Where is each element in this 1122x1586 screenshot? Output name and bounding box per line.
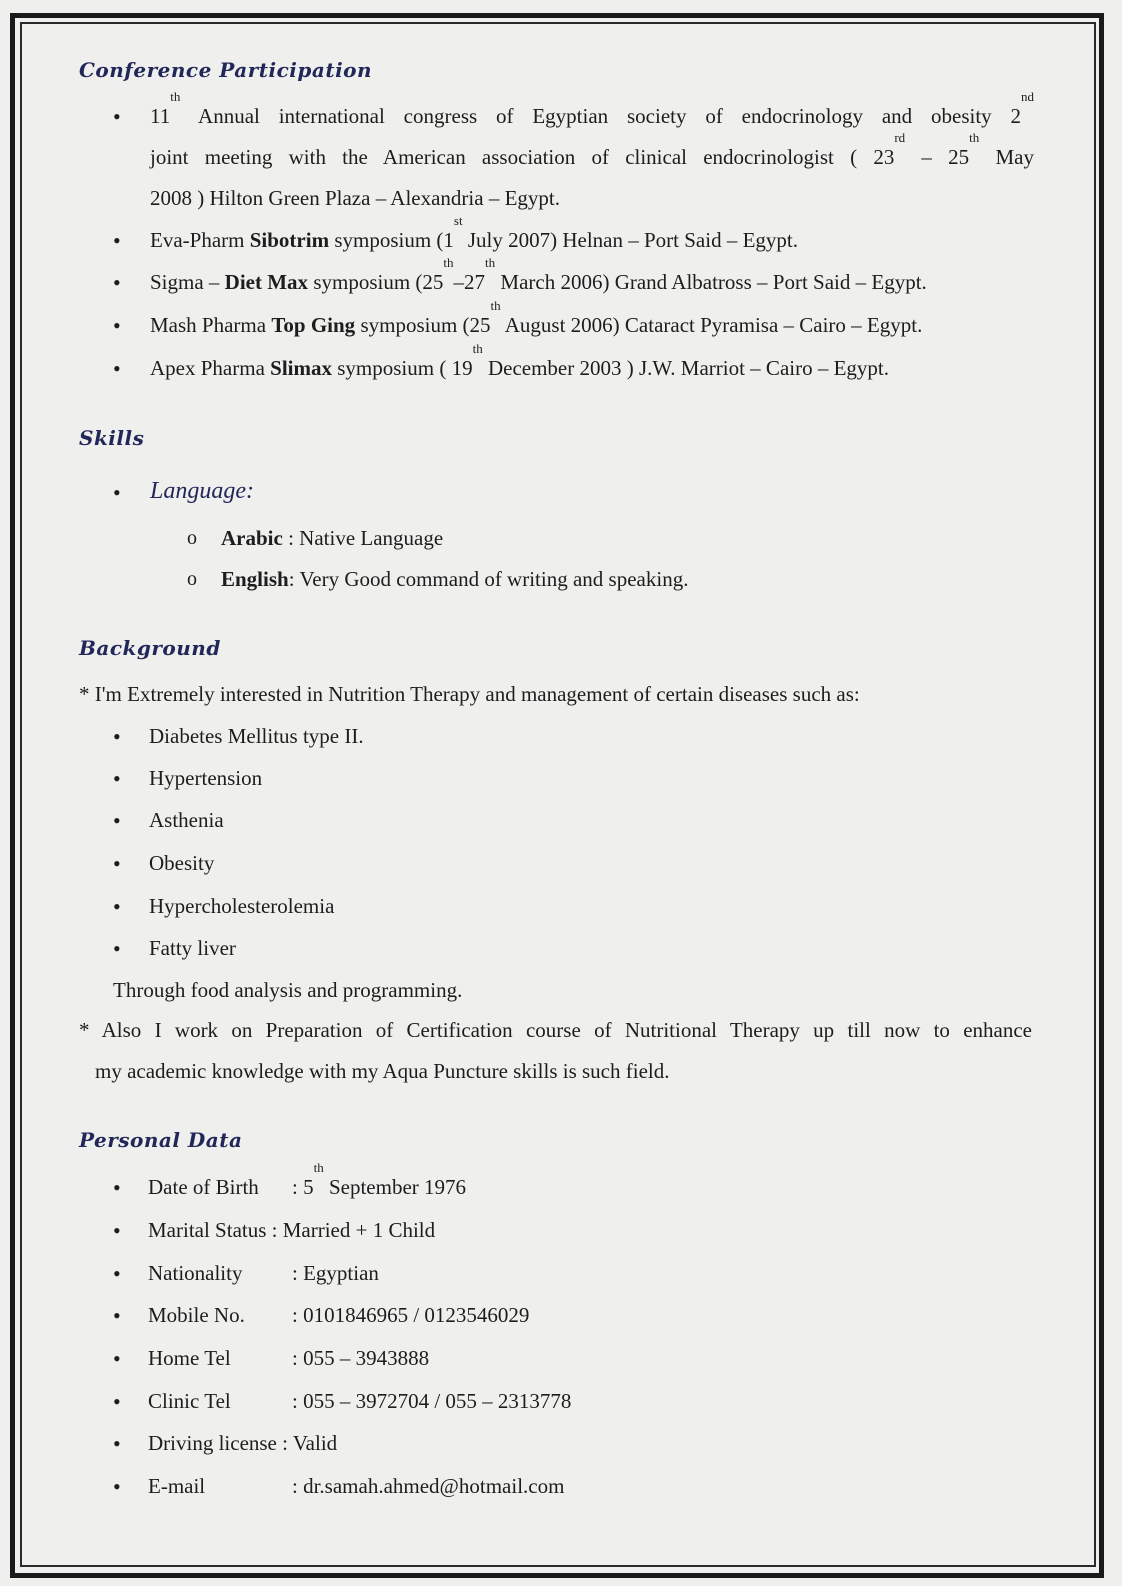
- page-border-inner: [20, 22, 1096, 1567]
- personal-driving: Driving license : Valid: [148, 1431, 338, 1455]
- bullet: •: [113, 228, 121, 253]
- conference-item-5: Apex Pharma Slimax symposium ( 19th December 2003 ) J.W. Marriot – Cairo – Egypt.: [150, 341, 890, 380]
- background-intro: * I'm Extremely interested in Nutrition Therapy and management of certain diseases such as:: [79, 682, 860, 706]
- background-also-line1: * Also I work on Preparation of Certification course of Nutritional Therapy up till now to enhance: [79, 1018, 1032, 1042]
- personal-home-tel: Home Tel : 055 – 3943888: [148, 1346, 430, 1370]
- background-through: Through food analysis and programming.: [113, 978, 463, 1002]
- sub-bullet: o: [187, 568, 197, 590]
- bullet: •: [113, 1261, 121, 1286]
- conference-item-1-line2: joint meeting with the American association of clinical endocrinologist ( 23rd – 25th May: [150, 130, 1035, 169]
- heading-skills: Skills: [79, 426, 145, 450]
- bullet: •: [113, 480, 121, 505]
- bullet: •: [113, 356, 121, 381]
- personal-dob: Date of Birth : 5th September 1976: [148, 1160, 467, 1199]
- bullet: •: [113, 894, 121, 919]
- bullet: •: [113, 1474, 121, 1499]
- conference-item-1-line3: 2008 ) Hilton Green Plaza – Alexandria – Egypt.: [150, 186, 560, 210]
- bullet: •: [113, 104, 121, 129]
- bullet: •: [113, 724, 121, 749]
- disease-item: Hypertension: [149, 766, 263, 790]
- bullet: •: [113, 1303, 121, 1328]
- personal-clinic-tel: Clinic Tel : 055 – 3972704 / 055 – 2313778: [148, 1389, 572, 1413]
- personal-marital: Marital Status : Married + 1 Child: [148, 1218, 436, 1242]
- bullet: •: [113, 1431, 121, 1456]
- background-also-line2: my academic knowledge with my Aqua Puncture skills is such field.: [95, 1059, 670, 1083]
- bullet: •: [113, 808, 121, 833]
- bullet: •: [113, 1218, 121, 1243]
- bullet: •: [113, 270, 121, 295]
- bullet: •: [113, 1389, 121, 1414]
- language-label: Language:: [150, 478, 254, 504]
- bullet: •: [113, 851, 121, 876]
- heading-personal: Personal Data: [79, 1128, 243, 1152]
- bullet: •: [113, 936, 121, 961]
- language-english: English: Very Good command of writing and speaking.: [221, 567, 689, 591]
- language-arabic: Arabic : Native Language: [221, 526, 444, 550]
- sub-bullet: o: [187, 527, 197, 549]
- disease-item: Hypercholesterolemia: [149, 894, 335, 918]
- personal-nationality: Nationality : Egyptian: [148, 1261, 379, 1285]
- heading-conference: Conference Participation: [79, 58, 373, 82]
- disease-item: Fatty liver: [149, 936, 236, 960]
- bullet: •: [113, 313, 121, 338]
- bullet: •: [113, 1346, 121, 1371]
- conference-item-4: Mash Pharma Top Ging symposium (25th August 2006) Cataract Pyramisa – Cairo – Egypt.: [150, 298, 923, 337]
- heading-background: Background: [79, 636, 221, 660]
- bullet: •: [113, 766, 121, 791]
- disease-item: Obesity: [149, 851, 215, 875]
- conference-item-3: Sigma – Diet Max symposium (25th–27th March 2006) Grand Albatross – Port Said – Egypt.: [150, 255, 927, 294]
- disease-item: Asthenia: [149, 808, 224, 832]
- conference-item-2: Eva-Pharm Sibotrim symposium (1st July 2007) Helnan – Port Said – Egypt.: [150, 213, 798, 252]
- conference-item-1-line1: 11th Annual international congress of Egyptian society of endocrinology and obesity 2nd: [150, 89, 1034, 128]
- personal-mobile: Mobile No. : 0101846965 / 0123546029: [148, 1303, 530, 1327]
- personal-email: E-mail : dr.samah.ahmed@hotmail.com: [148, 1474, 565, 1498]
- bullet: •: [113, 1175, 121, 1200]
- disease-item: Diabetes Mellitus type II.: [149, 724, 364, 748]
